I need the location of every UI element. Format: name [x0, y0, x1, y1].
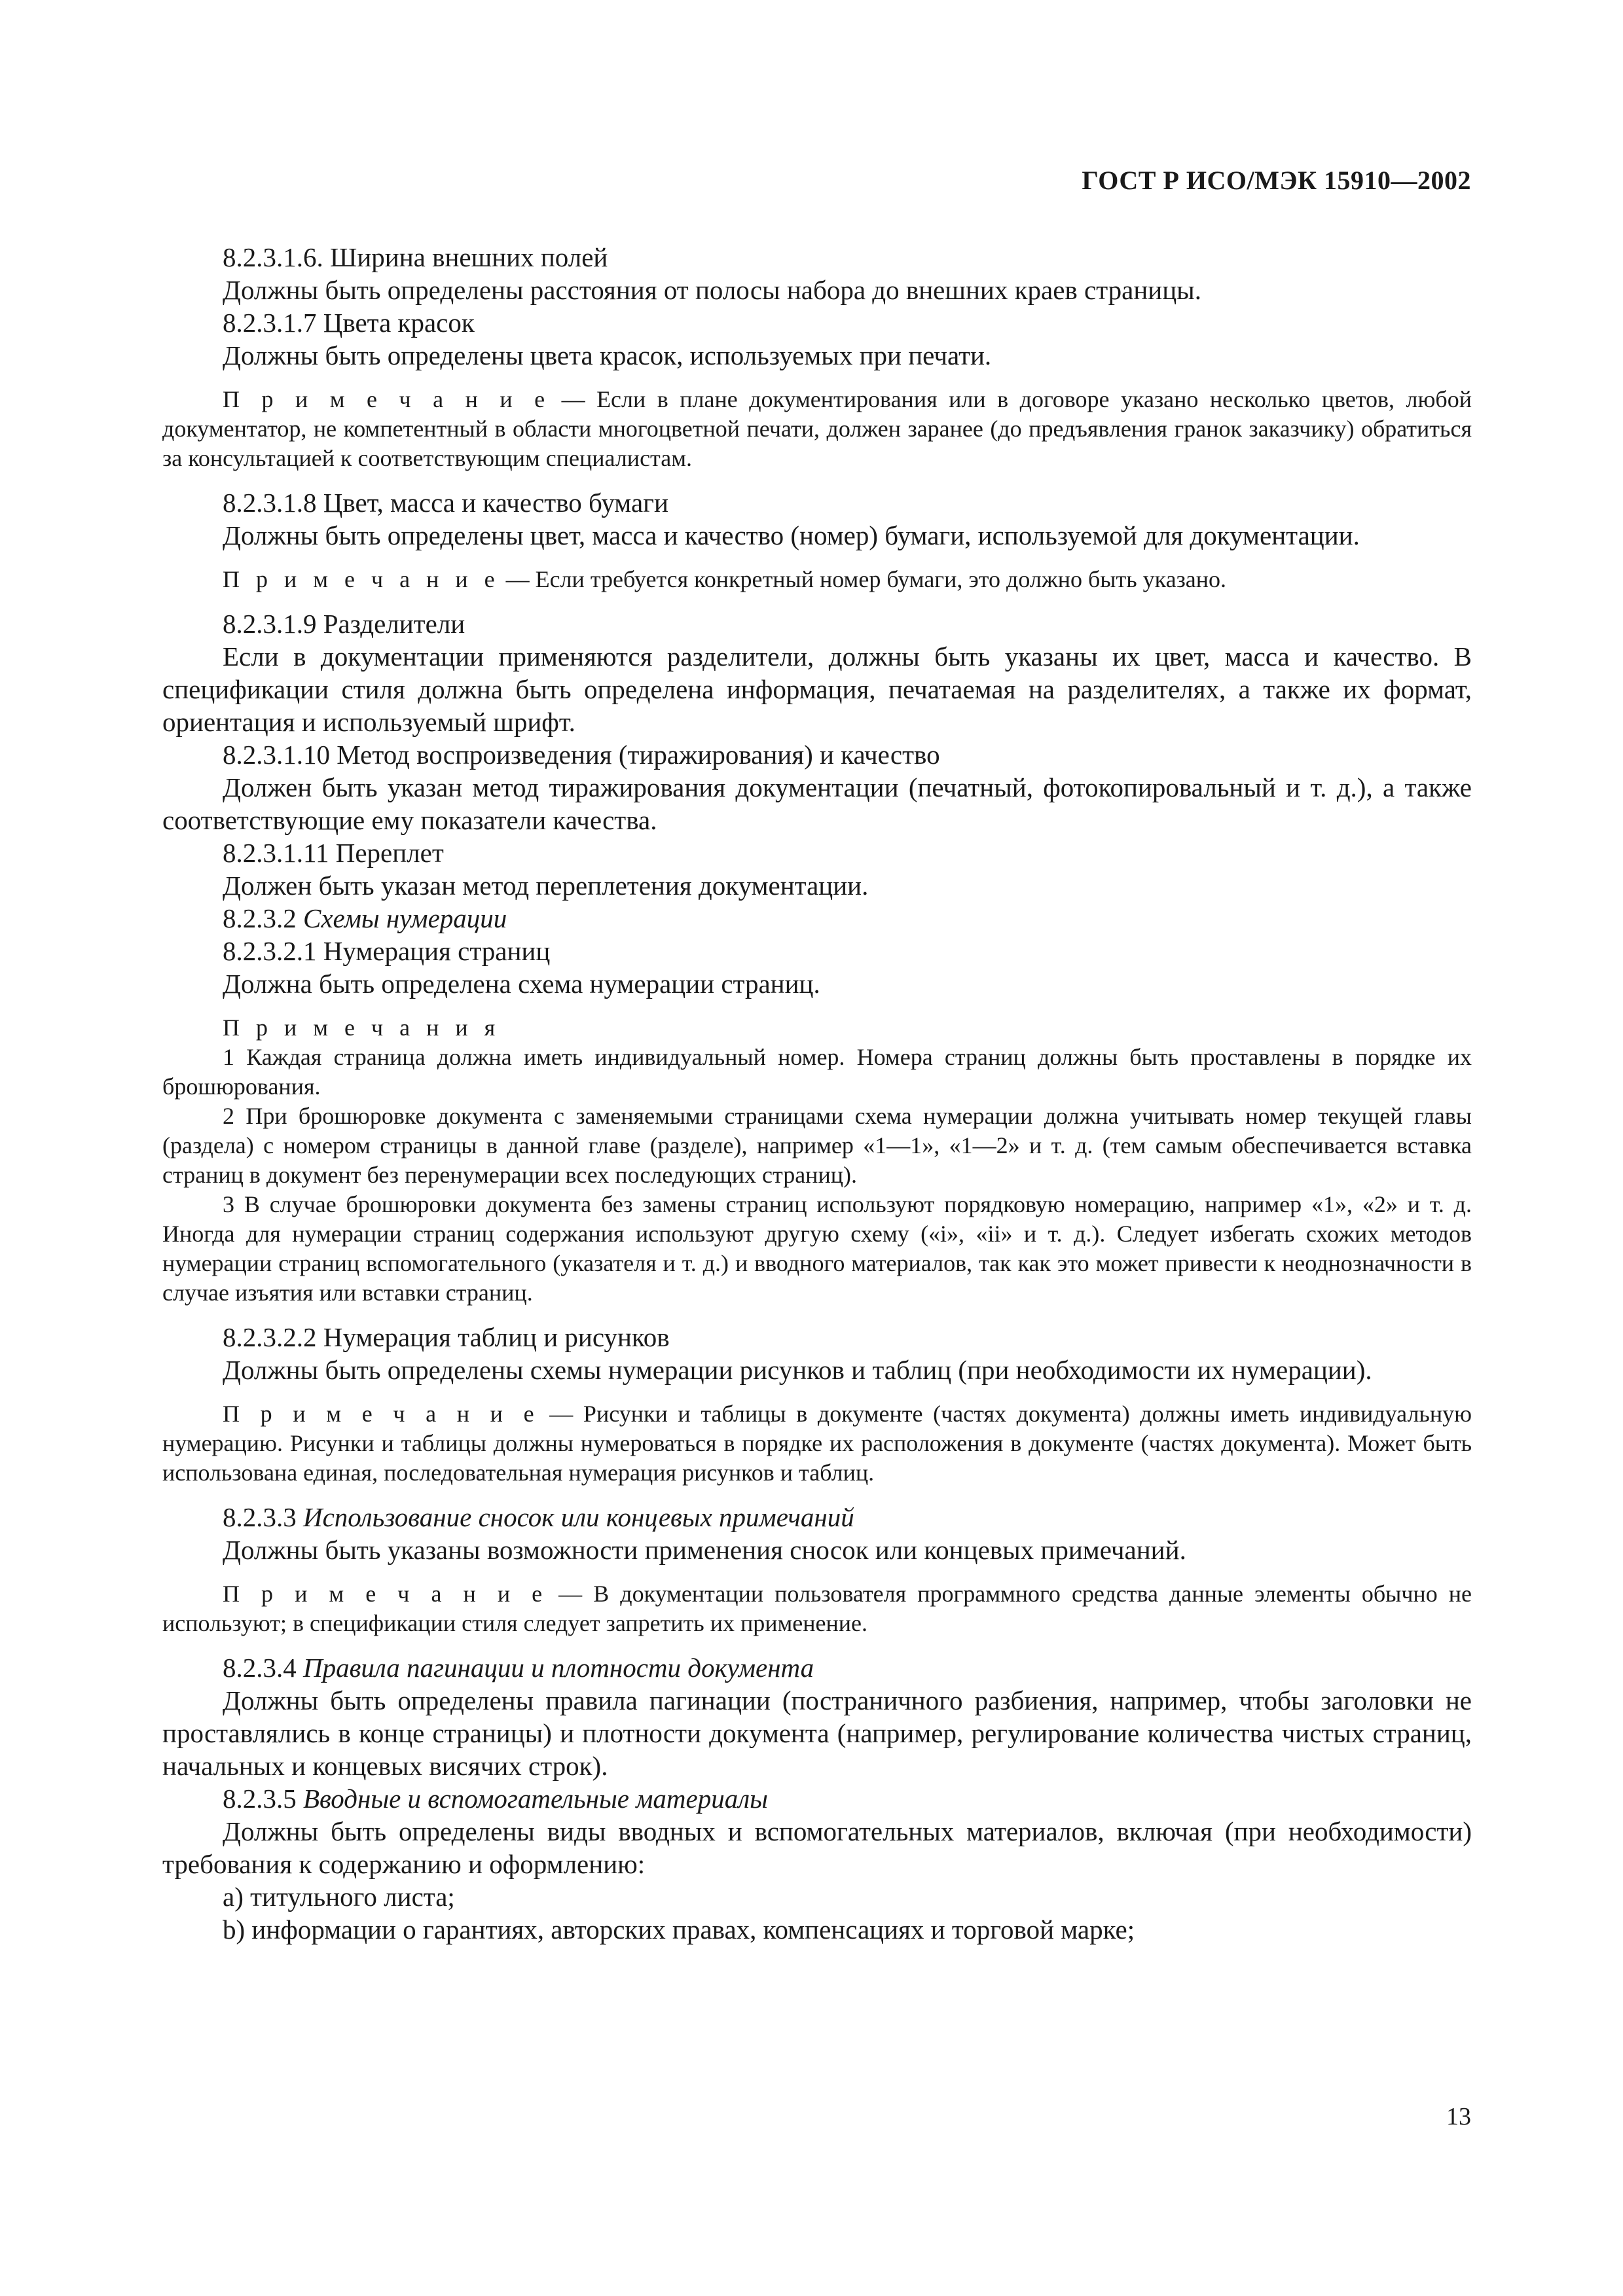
section-text: Должен быть указан метод тиражирования документации (печатный, фотокопировальный и т. д.), а также соответствующие ему показатели качества.	[162, 772, 1472, 835]
section-text: Если в документации применяются разделители, должны быть указаны их цвет, масса и качество. В спецификации стиля должна быть определена информация, печатаемая на разделителях, а также их формат, ориентация и используемый шрифт.	[162, 641, 1472, 737]
section-title: Вводные и вспомогательные материалы	[303, 1784, 768, 1814]
note	[162, 565, 1472, 594]
note	[162, 1399, 1472, 1488]
note	[162, 385, 1472, 473]
section-text: Должны быть определены правила пагинации (постраничного разбиения, например, чтобы заголовки не проставлялись в конце страницы) и плотности документа (например, регулирование количества чистых страниц, начальных и концевых висячих строк).	[162, 1685, 1472, 1781]
section-title: Схемы нумерации	[303, 903, 507, 933]
section-text: Должны быть определены расстояния от полосы набора до внешних краев страницы.	[223, 275, 1201, 305]
section-title: Использование сносок или концевых примечаний	[303, 1502, 854, 1532]
section-heading	[162, 1501, 1472, 1534]
section-heading: 8.2.3.1.7 Цвета красок	[223, 308, 475, 338]
section-title: Правила пагинации и плотности документа	[303, 1653, 814, 1683]
note-text: — Если в плане документирования или в договоре указано несколько цветов, любой документатор, не компетентный в области многоцветной печати, должен заранее (до предъявления гранок заказчику) обратиться за консультацией к соответствующим специалистам.	[162, 386, 1472, 471]
note-label: П р и м е ч а н и е	[223, 1401, 539, 1427]
note-text: — В документации пользователя программного средства данные элементы обычно не используют; в спецификации стиля следует запретить их применение.	[162, 1581, 1472, 1636]
section-number: 8.2.3.3	[223, 1502, 303, 1532]
section-text: Должна быть определена схема нумерации страниц.	[223, 969, 820, 999]
page-number: 13	[1446, 2103, 1471, 2130]
section-heading	[162, 1782, 1472, 1815]
page-content	[162, 241, 1472, 1946]
note-text: — Если требуется конкретный номер бумаги, это должно быть указано.	[500, 566, 1227, 592]
section-heading: 8.2.3.1.10 Метод воспроизведения (тиражирования) и качество	[223, 740, 940, 770]
section-text: Должны быть указаны возможности применения сносок или концевых примечаний.	[223, 1535, 1186, 1565]
note-text: — Рисунки и таблицы в документе (частях документа) должны иметь индивидуальную нумерацию. Рисунки и таблицы должны нумероваться в порядке их расположения в документе (частях документа). Может быть использована единая, последовательная нумерация рисунков и таблиц.	[162, 1401, 1472, 1486]
section-text: Должен быть указан метод переплетения документации.	[223, 870, 869, 901]
note-label: П р и м е ч а н и е	[223, 1581, 548, 1607]
section-heading: 8.2.3.2.2 Нумерация таблиц и рисунков	[223, 1322, 670, 1352]
section-number: 8.2.3.2	[223, 903, 303, 933]
section-heading: 8.2.3.1.9 Разделители	[223, 609, 465, 639]
note-item: 1 Каждая страница должна иметь индивидуальный номер. Номера страниц должны быть проставлены в порядке их брошюрования.	[162, 1044, 1472, 1100]
section-heading	[162, 1651, 1472, 1684]
section-number: 8.2.3.5	[223, 1784, 303, 1814]
list-item: a) титульного листа;	[223, 1882, 455, 1912]
note-item: 2 При брошюровке документа с заменяемыми страницами схема нумерации должна учитывать номер текущей главы (раздела) с номером страницы в данной главе (разделе), например «1—1», «1—2» и т. д. (тем самым обеспечивается вставка страниц в документ без перенумерации всех последующих страниц).	[162, 1103, 1472, 1188]
section-heading	[162, 902, 1472, 935]
standard-header: ГОСТ Р ИСО/МЭК 15910—2002	[1082, 166, 1471, 195]
section-heading: 8.2.3.1.8 Цвет, масса и качество бумаги	[223, 488, 668, 518]
section-heading: 8.2.3.1.11 Переплет	[223, 838, 444, 868]
note-label: П р и м е ч а н и е	[223, 386, 551, 412]
section-text: Должны быть определены виды вводных и вспомогательных материалов, включая (при необходимости) требования к содержанию и оформлению:	[162, 1816, 1472, 1879]
note-label: П р и м е ч а н и е	[223, 566, 500, 592]
list-item: b) информации о гарантиях, авторских правах, компенсациях и торговой марке;	[223, 1914, 1135, 1945]
section-heading: 8.2.3.1.6. Ширина внешних полей	[223, 242, 608, 272]
section-number: 8.2.3.4	[223, 1653, 303, 1683]
section-text: Должны быть определены цвет, масса и качество (номер) бумаги, используемой для документации.	[223, 520, 1360, 550]
note-item: 3 В случае брошюровки документа без замены страниц используют порядковую номерацию, например «1», «2» и т. д. Иногда для нумерации страниц содержания используют другую схему («i», «ii» и т. д.). Следует избегать схожих методов нумерации страниц вспомогательного (указателя и т. д.) и вводного материалов, так как это может привести к неоднозначности в случае изъятия или вставки страниц.	[162, 1191, 1472, 1306]
section-heading: 8.2.3.2.1 Нумерация страниц	[223, 936, 551, 966]
section-text: Должны быть определены цвета красок, используемых при печати.	[223, 340, 992, 370]
section-text: Должны быть определены схемы нумерации рисунков и таблиц (при необходимости их нумерации).	[223, 1355, 1372, 1385]
notes-label: П р и м е ч а н и я	[223, 1014, 501, 1041]
note	[162, 1579, 1472, 1638]
